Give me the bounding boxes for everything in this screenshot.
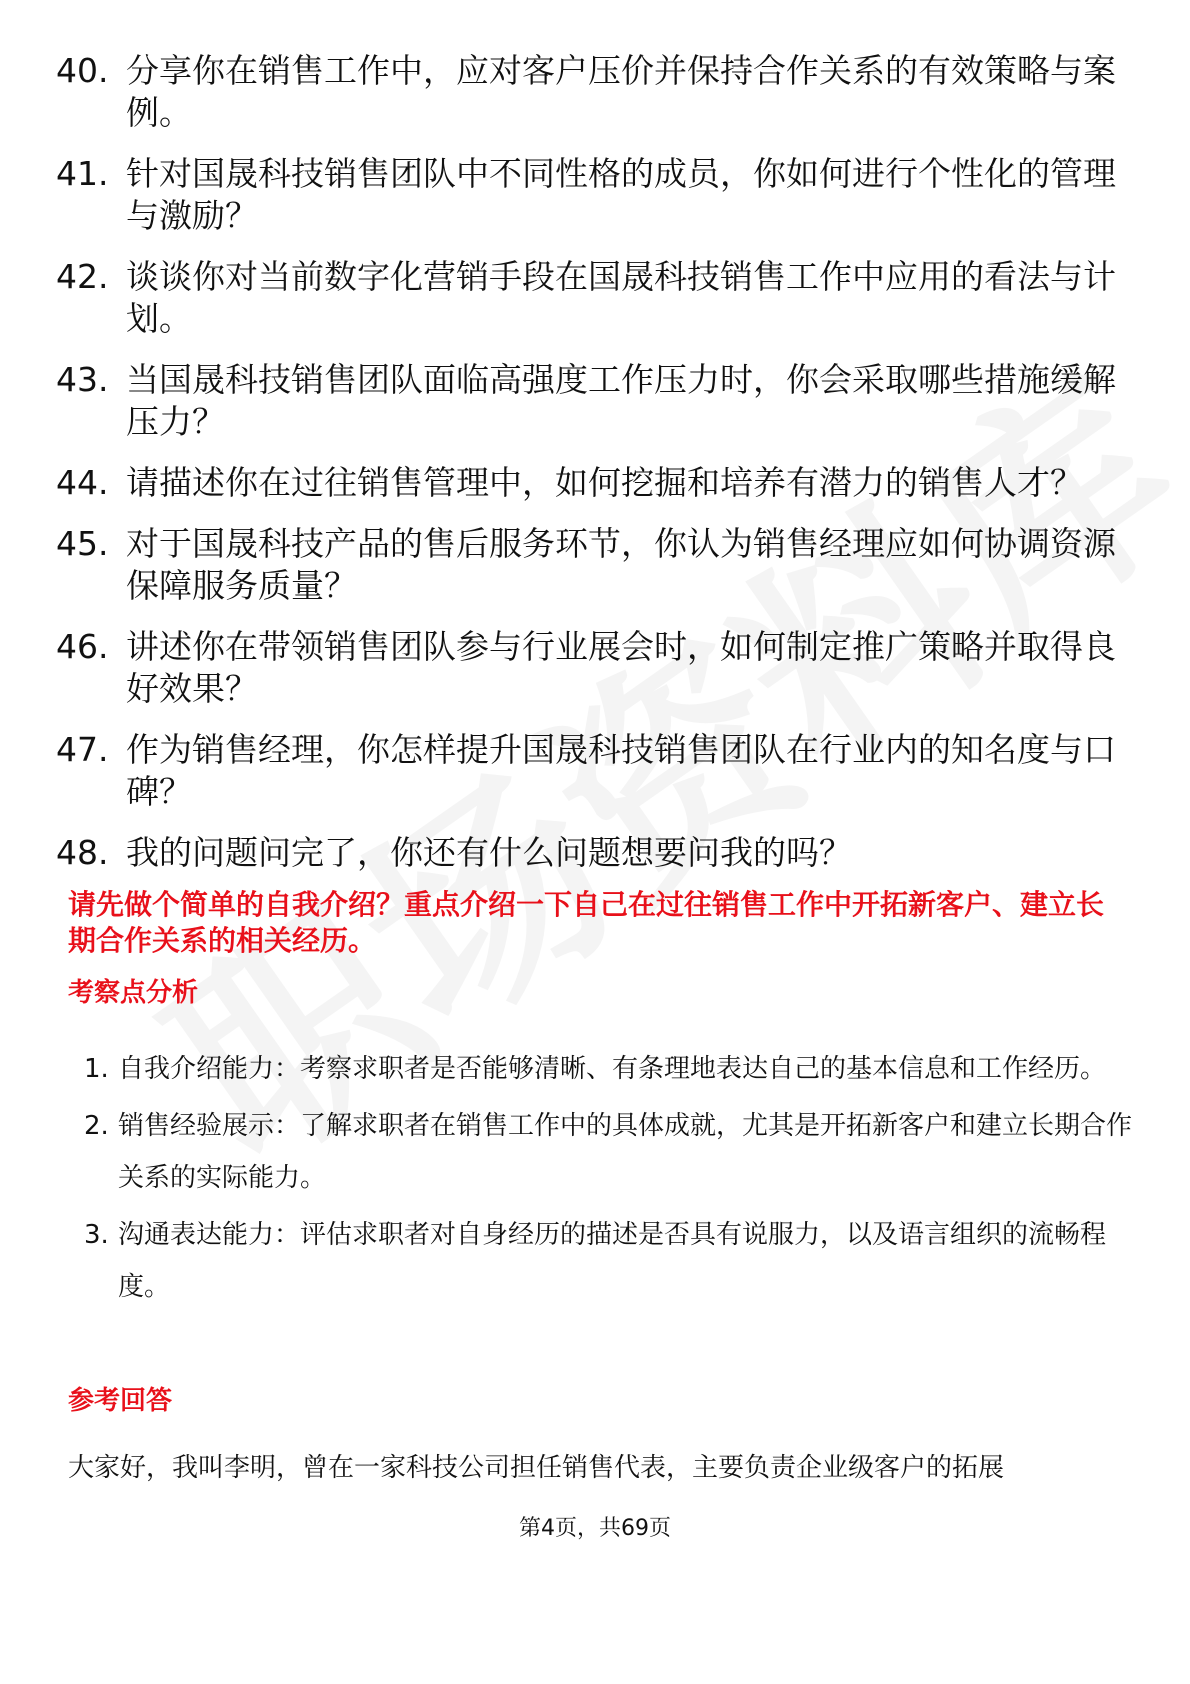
list-item <box>84 1043 1134 1095</box>
page-footer: 第4页，共69页 <box>519 1516 671 1541</box>
item-number: 47. <box>56 730 109 769</box>
item-text: 自我介绍能力：考察求职者是否能够清晰、有条理地表达自己的基本信息和工作经历。 <box>118 1054 1107 1084</box>
item-number: 3. <box>84 1220 109 1250</box>
item-text: 销售经验展示：了解求职者在销售工作中的具体成就，尤其是开拓新客户和建立长期合作关系的实际能力。 <box>118 1111 1133 1193</box>
analysis-list <box>84 1043 1134 1318</box>
featured-question: 请先做个简单的自我介绍？重点介绍一下自己在过往销售工作中开拓新客户、建立长期合作关系的相关经历。 <box>68 888 1105 957</box>
item-text: 针对国晟科技销售团队中不同性格的成员，你如何进行个性化的管理与激励？ <box>126 154 1116 235</box>
list-item <box>56 153 1136 237</box>
item-text: 当国晟科技销售团队面临高强度工作压力时，你会采取哪些措施缓解压力？ <box>126 360 1116 441</box>
item-number: 45. <box>56 524 109 563</box>
list-item <box>84 1100 1134 1204</box>
item-text: 分享你在销售工作中，应对客户压价并保持合作关系的有效策略与案例。 <box>126 51 1116 132</box>
list-item <box>56 359 1136 443</box>
item-number: 1. <box>84 1054 109 1084</box>
item-number: 46. <box>56 627 109 666</box>
analysis-heading: 考察点分析 <box>68 978 199 1008</box>
item-number: 2. <box>84 1111 109 1141</box>
list-item <box>56 256 1136 340</box>
list-item <box>56 626 1136 710</box>
item-number: 42. <box>56 257 109 296</box>
item-text: 请描述你在过往销售管理中，如何挖掘和培养有潜力的销售人才？ <box>126 463 1083 502</box>
item-text: 沟通表达能力：评估求职者对自身经历的描述是否具有说服力，以及语言组织的流畅程度。 <box>118 1220 1107 1302</box>
item-number: 48. <box>56 833 109 872</box>
item-number: 43. <box>56 360 109 399</box>
item-text: 对于国晟科技产品的售后服务环节，你认为销售经理应如何协调资源保障服务质量？ <box>126 524 1116 605</box>
item-text: 我的问题问完了，你还有什么问题想要问我的吗？ <box>126 833 852 872</box>
item-text: 谈谈你对当前数字化营销手段在国晟科技销售工作中应用的看法与计划。 <box>126 257 1116 338</box>
list-item <box>84 1209 1134 1313</box>
item-number: 40. <box>56 51 109 90</box>
list-item <box>56 462 1136 504</box>
item-number: 44. <box>56 463 109 502</box>
list-item <box>56 523 1136 607</box>
reference-heading: 参考回答 <box>68 1386 173 1416</box>
list-item <box>56 832 1136 874</box>
item-text: 讲述你在带领销售团队参与行业展会时，如何制定推广策略并取得良好效果？ <box>126 627 1116 708</box>
item-number: 41. <box>56 154 109 193</box>
list-item <box>56 729 1136 813</box>
question-list <box>56 50 1136 893</box>
reference-answer: 大家好，我叫李明，曾在一家科技公司担任销售代表，主要负责企业级客户的拓展 <box>68 1453 1005 1483</box>
list-item <box>56 50 1136 134</box>
item-text: 作为销售经理，你怎样提升国晟科技销售团队在行业内的知名度与口碑？ <box>126 730 1116 811</box>
